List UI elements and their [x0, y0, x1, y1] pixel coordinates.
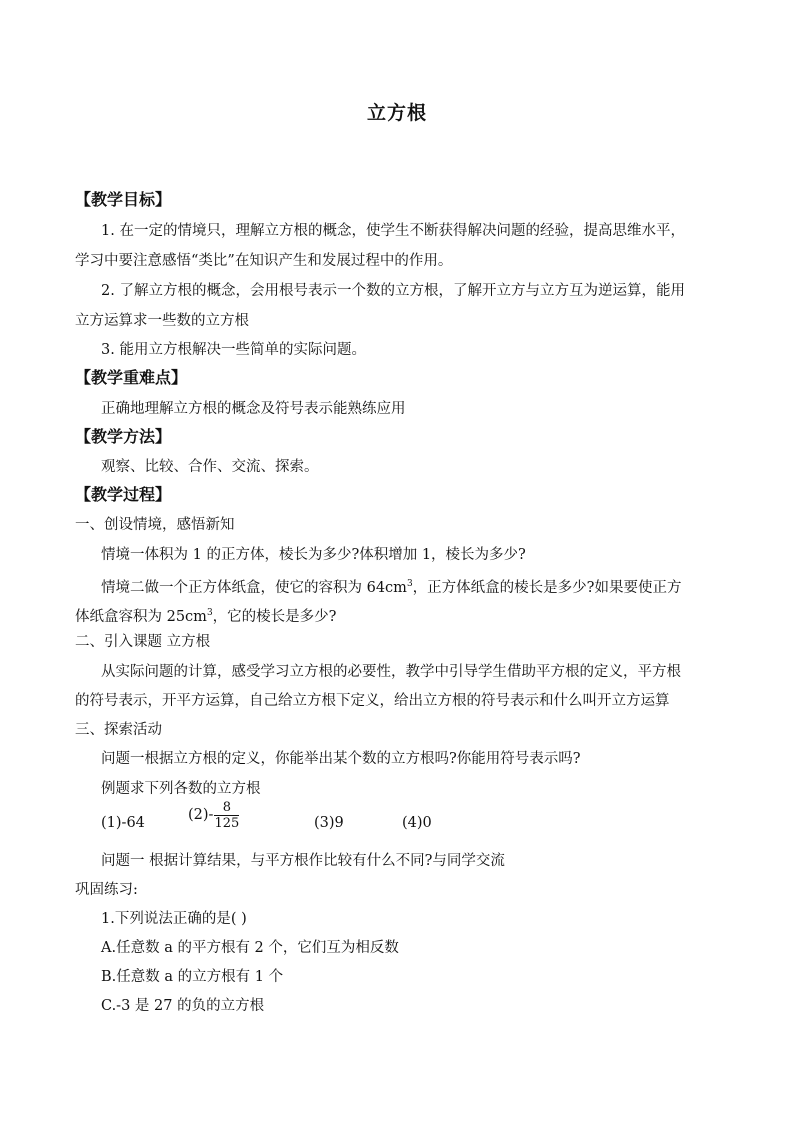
scene2-line1: [101, 574, 681, 598]
key-points-heading: 【教学重难点】: [75, 368, 188, 387]
goal1-line1: 1. 在一定的情境只，理解立方根的概念，使学生不断获得解决问题的经验，提高思维水平，: [101, 223, 685, 239]
scene2-part-a: 情境二做一个正方体纸盒，使它的容积为 64cm: [101, 580, 407, 596]
part1-title: 一、创设情境，感悟新知: [75, 517, 235, 533]
fraction-denominator: 125: [214, 816, 240, 831]
scene2-line2: [75, 603, 336, 627]
part2-title: 二、引入课题 立方根: [75, 634, 211, 650]
practice-title: 巩固练习:: [75, 882, 138, 898]
part3-title: 三、探索活动: [75, 722, 162, 738]
example-item-3: (3)9: [314, 815, 344, 831]
question1-text: 问题一根据立方根的定义，你能举出某个数的立方根吗?你能用符号表示吗?: [101, 751, 581, 767]
practice-question-1: 1.下列说法正确的是( ): [101, 911, 247, 927]
goal2-line1: 2. 了解立方根的概念，会用根号表示一个数的立方根，了解开立方与立方互为逆运算，能用: [101, 283, 685, 299]
example-item-4: (4)0: [402, 815, 432, 831]
scene2-part-c: 体纸盒容积为 25cm: [75, 609, 207, 625]
scene2-part-d: ，它的棱长是多少?: [212, 609, 337, 625]
scene2-superscript-2: 3: [206, 608, 213, 618]
page-title: 立方根: [366, 102, 427, 124]
scene1-text: 情境一体积为 1 的正方体，棱长为多少?体积增加 1，棱长为多少?: [101, 547, 526, 563]
option-b: B.任意数 a 的立方根有 1 个: [101, 969, 284, 985]
goal1-line2: 学习中要注意感悟“类比”在知识产生和发展过程中的作用。: [75, 253, 453, 269]
fraction-numerator: 8: [214, 800, 239, 816]
fraction: [214, 800, 239, 831]
scene2-superscript: 3: [406, 579, 413, 589]
scene2-part-b: ，正方体纸盒的棱长是多少?如果要使正方: [412, 580, 682, 596]
process-heading: 【教学过程】: [75, 485, 172, 504]
goal3-text: 3. 能用立方根解决一些简单的实际问题。: [101, 342, 366, 358]
question2-text: 问题一 根据计算结果，与平方根作比较有什么不同?与同学交流: [101, 853, 505, 869]
method-heading: 【教学方法】: [75, 427, 172, 446]
example-title: 例题求下列各数的立方根: [101, 781, 261, 797]
option-a: A.任意数 a 的平方根有 2 个，它们互为相反数: [101, 940, 399, 956]
intro-line1: 从实际问题的计算，感受学习立方根的必要性，教学中引导学生借助平方根的定义，平方根: [101, 664, 681, 680]
example-item-2-prefix: (2)-: [188, 807, 214, 823]
goal2-line2: 立方运算求一些数的立方根: [75, 313, 249, 329]
method-text: 观察、比较、合作、交流、探索。: [101, 459, 319, 475]
goals-heading: 【教学目标】: [75, 190, 172, 209]
option-c: C.-3 是 27 的负的立方根: [101, 998, 265, 1014]
example-item-2: [188, 800, 239, 831]
key-points-text: 正确地理解立方根的概念及符号表示能熟练应用: [101, 401, 406, 417]
example-item-1: (1)-64: [101, 815, 145, 831]
intro-line2: 的符号表示，开平方运算，自己给立方根下定义，给出立方根的符号表示和什么叫开立方运算: [75, 693, 670, 709]
